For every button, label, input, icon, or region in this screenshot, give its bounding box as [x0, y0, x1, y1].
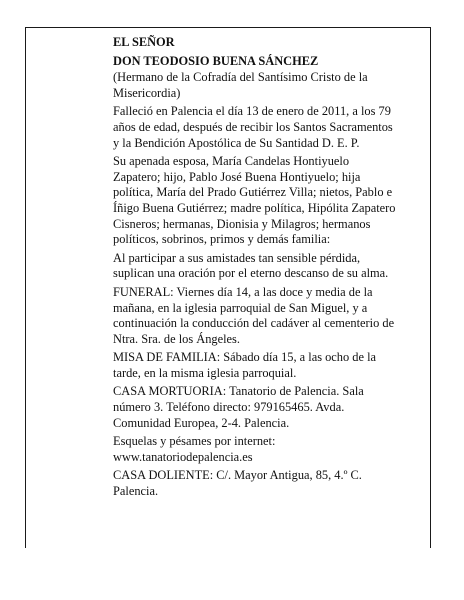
obituary-notice — [113, 35, 396, 503]
funeral-info: FUNERAL: Viernes día 14, a las doce y media de la mañana, en la iglesia parroquial de San Miguel, y a continuación la conducción del cadáver al cementerio de Ntra. Sra. de los Ángeles. — [113, 284, 395, 346]
death-details: Falleció en Palencia el día 13 de enero de 2011, a los 79 años de edad, después de recibir los Santos Sacramentos y la Bendición Apostólica de Su Santidad D. E. P. — [113, 104, 393, 150]
prayer-request: Al participar a sus amistades tan sensible pérdida, suplican una oración por el eterno descanso de su alma. — [113, 250, 389, 281]
deceased-name: DON TEODOSIO BUENA SÁNCHEZ — [113, 53, 319, 68]
family-mass-info: MISA DE FAMILIA: Sábado día 15, a las ocho de la tarde, en la misma iglesia parroquial. — [113, 350, 377, 380]
family-list: Su apenada esposa, María Candelas Hontiyuelo Zapatero; hijo, Pablo José Buena Hontiyuelo; hija política, María del Prado Gutiérrez Villa; nietos, Pablo e Íñigo Buena Gutiérrez; madre política, Hipólita Zapatero Cisneros; hermanas, Dionisia y Milagros; hermanos políticos, sobrinos, primos y demás familia: — [113, 154, 396, 247]
internet-info: Esquelas y pésames por internet: www.tanatoriodepalencia.es — [113, 434, 276, 464]
mortuary-info: CASA MORTUORIA: Tanatorio de Palencia. Sala número 3. Teléfono directo: 979165465. Avda. Comunidad Europea, 2-4. Palencia. — [113, 384, 364, 430]
title-line-1: EL SEÑOR — [113, 35, 175, 49]
home-address: CASA DOLIENTE: C/. Mayor Antigua, 85, 4.º C. Palencia. — [113, 468, 362, 499]
brotherhood-note: (Hermano de la Cofradía del Santísimo Cristo de la Misericordia) — [113, 70, 368, 100]
